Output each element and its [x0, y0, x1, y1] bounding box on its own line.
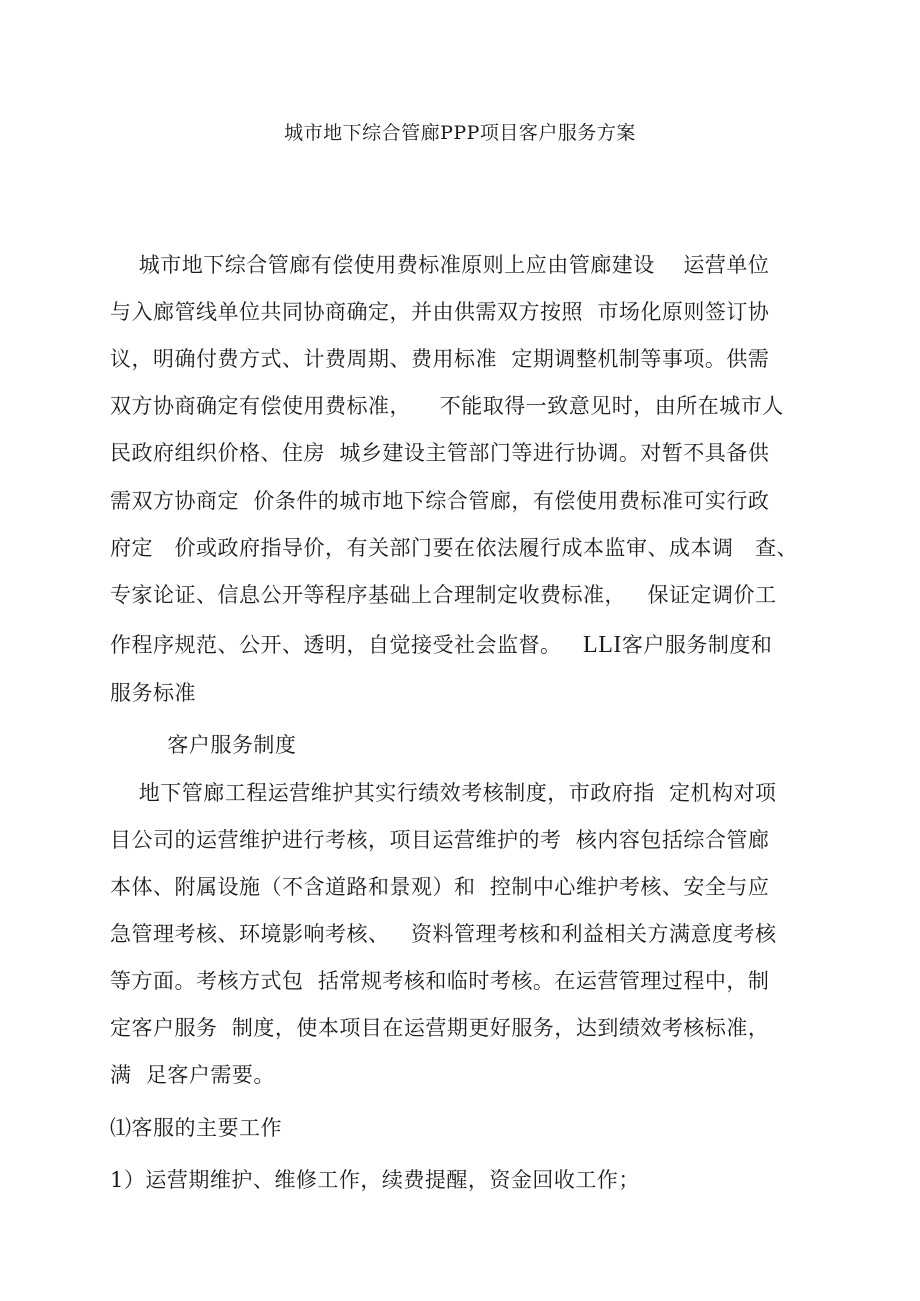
paragraph-line: 与入廊管线单位共同协商确定，并由供需双方按照 市场化原则签订协 [110, 300, 770, 324]
paragraph-line: 议，明确付费方式、计费周期、费用标准 定期调整机制等事项。供需 [110, 347, 770, 371]
paragraph-line: 定客户服务 制度，使本项目在运营期更好服务，达到绩效考核标准， [110, 1016, 770, 1040]
paragraph-line: 需双方协商定 价条件的城市地下综合管廊，有偿使用费标准可实行政 [110, 489, 770, 513]
paragraph-line: 专家论证、信息公开等程序基础上合理制定收费标准， 保证定调价工 [110, 583, 777, 607]
section-heading: 客户服务制度 [110, 733, 297, 757]
heading-text: 客户服务制度和 [621, 633, 773, 657]
paragraph-line: 等方面。考核方式包 括常规考核和临时考核。在运营管理过程中，制 [110, 969, 770, 993]
lli-heading-prefix: LLI [583, 632, 622, 658]
paragraph-line: 满 足客户需要。 [110, 1063, 275, 1087]
paragraph-line: 府定 价或政府指导价，有关部门要在依法履行成本监审、成本调 查、 [110, 536, 799, 560]
paragraph-line: 本体、附属设施（不含道路和景观）和 控制中心维护考核、安全与应 [110, 875, 770, 899]
paragraph-line-with-heading [110, 630, 830, 660]
paragraph-text: 作程序规范、公开、透明，自觉接受社会监督。 [110, 633, 584, 657]
heading-line: 服务标准 [110, 681, 196, 705]
paragraph-line: 急管理考核、环境影响考核、 资料管理考核和利益相关方满意度考核 [110, 922, 777, 946]
paragraph-line: 双方协商确定有偿使用费标准， 不能取得一致意见时，由所在城市人 [110, 394, 784, 418]
paragraph-line: 民政府组织价格、住房 城乡建设主管部门等进行协调。对暂不具备供 [110, 441, 770, 465]
list-item: 1）运营期维护、维修工作，续费提醒，资金回收工作； [110, 1168, 640, 1192]
paragraph-line: 目公司的运营维护进行考核，项目运营维护的考 核内容包括综合管廊 [110, 828, 770, 852]
document-title: 城市地下综合管廊PPP项目客户服务方案 [284, 122, 636, 144]
paragraph-line: 地下管廊工程运营维护其实行绩效考核制度，市政府指 定机构对项 [110, 781, 777, 805]
list-heading: ⑴客服的主要工作 [110, 1116, 282, 1140]
paragraph-line: 城市地下综合管廊有偿使用费标准原则上应由管廊建设 运营单位 [110, 253, 770, 277]
